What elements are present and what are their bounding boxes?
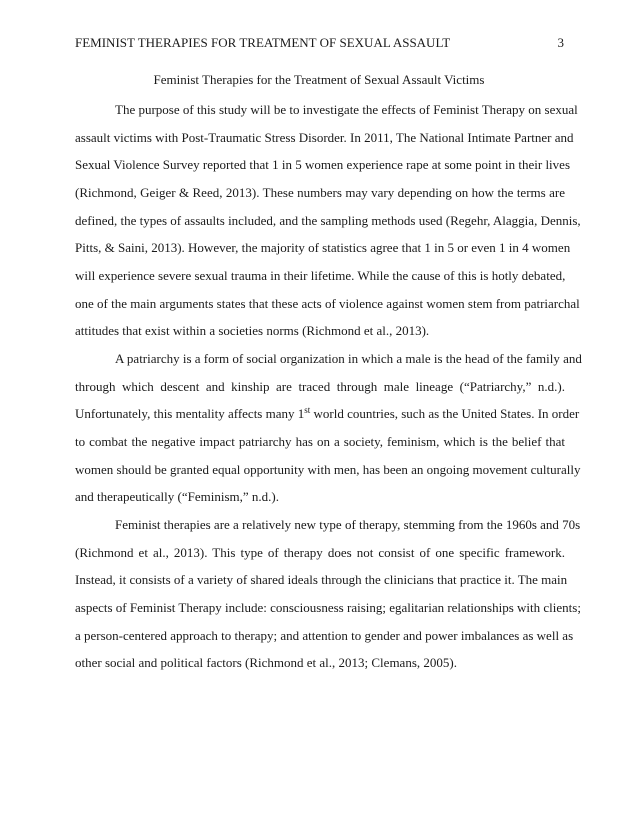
paragraph-line: defined, the types of assaults included, and the sampling methods used (Regehr, Alaggia, Dennis,: [75, 213, 581, 228]
page-number: 3: [557, 35, 564, 50]
paragraph-line: Pitts, & Saini, 2013). However, the majority of statistics agree that 1 in 5 or even 1 in 4 women: [75, 240, 571, 255]
paragraph-line: aspects of Feminist Therapy include: consciousness raising; egalitarian relationships with clients;: [75, 600, 581, 615]
page-title: Feminist Therapies for the Treatment of Sexual Assault Victims: [153, 72, 485, 87]
paragraph-line: will experience severe sexual trauma in their lifetime. While the cause of this is hotly debated,: [75, 268, 566, 283]
paragraph-line: [75, 405, 580, 423]
paragraph-line: attitudes that exist within a societies norms (Richmond et al., 2013).: [75, 323, 430, 338]
paragraph-line: one of the main arguments states that these acts of violence against women stem from patriarchal: [75, 296, 580, 311]
running-head: FEMINIST THERAPIES FOR TREATMENT OF SEXUAL ASSAULT: [75, 35, 451, 50]
paragraph-line: a person-centered approach to therapy; and attention to gender and power imbalances as well as: [75, 628, 574, 643]
paragraph-line: other social and political factors (Richmond et al., 2013; Clemans, 2005).: [75, 655, 457, 670]
paragraph-line: Sexual Violence Survey reported that 1 in 5 women experience rape at some point in their lives: [75, 157, 570, 172]
line-text: Unfortunately, this mentality affects many 1: [75, 406, 305, 421]
paragraph-line: Feminist therapies are a relatively new type of therapy, stemming from the 1960s and 70s: [115, 517, 581, 532]
superscript: st: [304, 405, 311, 415]
paragraph-line: through which descent and kinship are traced through male lineage (“Patriarchy,” n.d.).: [75, 379, 565, 394]
paragraph-line: Instead, it consists of a variety of shared ideals through the clinicians that practice it. The main: [75, 572, 568, 587]
paragraph-line: women should be granted equal opportunity with men, has been an ongoing movement culturally: [75, 462, 581, 477]
paragraph-line: assault victims with Post-Traumatic Stress Disorder. In 2011, The National Intimate Partner and: [75, 130, 574, 145]
paragraph-line: (Richmond, Geiger & Reed, 2013). These numbers may vary depending on how the terms are: [75, 185, 565, 200]
paragraph-line: The purpose of this study will be to investigate the effects of Feminist Therapy on sexual: [115, 102, 578, 117]
line-text: world countries, such as the United States. In order: [310, 406, 580, 421]
paragraph-line: to combat the negative impact patriarchy has on a society, feminism, which is the belief that: [75, 434, 565, 449]
paragraph-line: A patriarchy is a form of social organization in which a male is the head of the family and: [115, 351, 582, 366]
paragraph-line: (Richmond et al., 2013). This type of therapy does not consist of one specific framework.: [75, 545, 565, 560]
paragraph-line: and therapeutically (“Feminism,” n.d.).: [75, 489, 279, 504]
